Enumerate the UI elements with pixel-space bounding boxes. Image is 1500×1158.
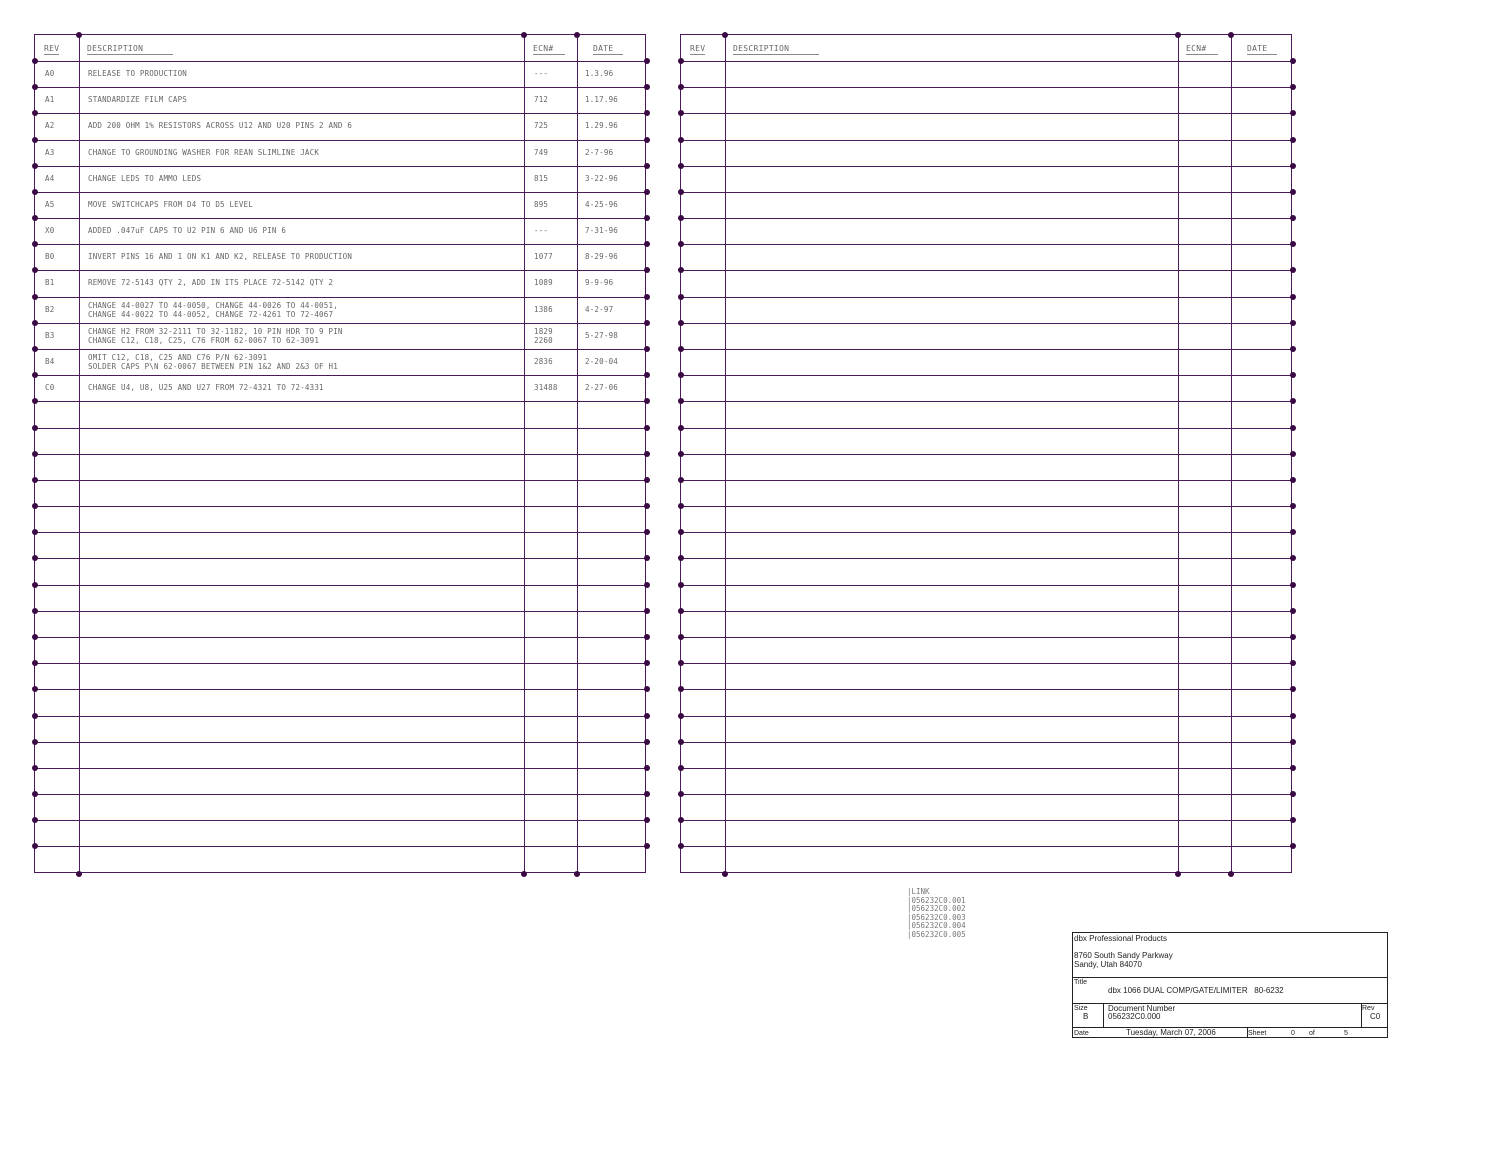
row-divider	[681, 375, 1291, 376]
grid-dot	[678, 451, 684, 457]
grid-dot	[644, 215, 650, 221]
grid-dot	[32, 346, 38, 352]
grid-dot	[722, 32, 728, 38]
row-divider	[681, 663, 1291, 664]
grid-dot	[1290, 189, 1296, 195]
revision-description-cell: ADD 200 OHM 1% RESISTORS ACROSS U12 AND U20 PINS 2 AND 6	[88, 121, 353, 130]
rev-label: Rev	[1362, 1005, 1375, 1012]
revision-description-cell: CHANGE LEDS TO AMMO LEDS	[88, 174, 202, 183]
row-divider	[35, 716, 645, 717]
row-divider	[35, 375, 645, 376]
revision-ecn-cell: 1077	[534, 252, 553, 261]
row-divider	[681, 846, 1291, 847]
of-label: of	[1309, 1030, 1315, 1037]
revision-rev-cell: A5	[45, 200, 55, 209]
row-divider	[35, 401, 645, 402]
grid-dot	[32, 58, 38, 64]
row-divider	[681, 558, 1291, 559]
grid-dot	[1290, 372, 1296, 378]
revision-rev-cell: C0	[45, 383, 55, 392]
row-divider	[35, 244, 645, 245]
grid-dot	[1290, 137, 1296, 143]
grid-dot	[678, 529, 684, 535]
grid-dot	[32, 765, 38, 771]
grid-dot	[644, 582, 650, 588]
grid-dot	[32, 451, 38, 457]
grid-dot	[32, 608, 38, 614]
row-divider	[681, 506, 1291, 507]
grid-dot	[1228, 871, 1234, 877]
header-description: DESCRIPTION	[87, 44, 173, 55]
grid-dot	[32, 791, 38, 797]
grid-dot	[76, 32, 82, 38]
revision-rev-cell: B0	[45, 252, 55, 261]
revision-ecn-cell: 1386	[534, 305, 553, 314]
address-line-2: Sandy, Utah 84070	[1074, 960, 1142, 969]
row-divider	[681, 270, 1291, 271]
row-divider	[681, 87, 1291, 88]
sheet-total: 5	[1344, 1030, 1348, 1037]
grid-dot	[32, 294, 38, 300]
grid-dot	[521, 32, 527, 38]
grid-dot	[32, 686, 38, 692]
row-divider	[681, 349, 1291, 350]
grid-dot	[644, 843, 650, 849]
grid-dot	[32, 660, 38, 666]
row-divider	[681, 61, 1291, 62]
revision-date-cell: 1.17.96	[585, 95, 619, 104]
grid-dot	[678, 346, 684, 352]
revision-ecn-cell: 712	[534, 95, 549, 104]
grid-dot	[678, 425, 684, 431]
grid-dot	[644, 110, 650, 116]
row-divider	[35, 87, 645, 88]
grid-dot	[644, 529, 650, 535]
header-date: DATE	[1247, 44, 1277, 55]
grid-dot	[1290, 817, 1296, 823]
sheet-label: Sheet	[1248, 1030, 1267, 1037]
grid-dot	[644, 739, 650, 745]
grid-dot	[521, 871, 527, 877]
revision-rev-cell: B1	[45, 278, 55, 287]
row-divider	[35, 846, 645, 847]
grid-dot	[1290, 529, 1296, 535]
grid-dot	[1290, 739, 1296, 745]
title-label: Title	[1074, 979, 1087, 986]
grid-dot	[1290, 346, 1296, 352]
revision-description-cell: REMOVE 72-5143 QTY 2, ADD IN ITS PLACE 72-5142 QTY 2	[88, 278, 334, 287]
grid-dot	[1290, 84, 1296, 90]
grid-dot	[1175, 871, 1181, 877]
grid-dot	[1175, 32, 1181, 38]
row-divider	[35, 768, 645, 769]
row-divider	[681, 401, 1291, 402]
grid-dot	[1290, 713, 1296, 719]
grid-dot	[678, 241, 684, 247]
grid-dot	[644, 398, 650, 404]
grid-dot	[1290, 660, 1296, 666]
revision-rev-cell: B2	[45, 305, 55, 314]
grid-dot	[1290, 163, 1296, 169]
row-divider	[681, 323, 1291, 324]
size-value: B	[1083, 1012, 1089, 1021]
grid-dot	[1290, 294, 1296, 300]
row-divider	[35, 454, 645, 455]
revision-ecn-cell: 749	[534, 148, 549, 157]
grid-dot	[1290, 791, 1296, 797]
grid-dot	[32, 241, 38, 247]
grid-dot	[32, 817, 38, 823]
row-divider	[681, 768, 1291, 769]
grid-dot	[1290, 241, 1296, 247]
grid-dot	[644, 503, 650, 509]
revision-date-cell: 7-31-96	[585, 226, 619, 235]
revision-rev-cell: A4	[45, 174, 55, 183]
row-divider	[35, 794, 645, 795]
row-divider	[681, 192, 1291, 193]
revision-description-cell: MOVE SWITCHCAPS FROM D4 TO D5 LEVEL	[88, 200, 254, 209]
grid-dot	[644, 241, 650, 247]
grid-dot	[644, 163, 650, 169]
grid-dot	[678, 582, 684, 588]
row-divider	[681, 480, 1291, 481]
revision-table-left	[34, 34, 646, 873]
row-divider	[35, 532, 645, 533]
row-divider	[681, 794, 1291, 795]
header-ecn: ECN#	[1186, 44, 1218, 55]
grid-dot	[678, 817, 684, 823]
grid-dot	[1290, 110, 1296, 116]
link-file-item: |056232C0.003	[907, 912, 966, 922]
grid-dot	[644, 372, 650, 378]
revision-date-cell: 8-29-96	[585, 252, 619, 261]
header-date: DATE	[593, 44, 623, 55]
grid-dot	[678, 398, 684, 404]
grid-dot	[32, 398, 38, 404]
grid-dot	[644, 817, 650, 823]
row-divider	[681, 716, 1291, 717]
row-divider	[681, 637, 1291, 638]
grid-dot	[678, 477, 684, 483]
row-divider	[35, 113, 645, 114]
grid-dot	[32, 503, 38, 509]
grid-dot	[32, 163, 38, 169]
revision-rev-cell: A1	[45, 95, 55, 104]
grid-dot	[1290, 582, 1296, 588]
revision-description-cell: STANDARDIZE FILM CAPS	[88, 95, 188, 104]
revision-date-cell: 1.3.96	[585, 69, 614, 78]
link-file-item: |056232C0.001	[907, 895, 966, 905]
grid-dot	[1290, 686, 1296, 692]
grid-dot	[644, 713, 650, 719]
grid-dot	[1290, 608, 1296, 614]
grid-dot	[678, 555, 684, 561]
grid-dot	[678, 843, 684, 849]
revision-description-cell: RELEASE TO PRODUCTION	[88, 69, 188, 78]
grid-dot	[1290, 477, 1296, 483]
revision-table-right	[680, 34, 1292, 873]
row-divider	[35, 663, 645, 664]
grid-dot	[32, 739, 38, 745]
address-line-1: 8760 South Sandy Parkway	[1074, 951, 1173, 960]
grid-dot	[32, 634, 38, 640]
grid-dot	[678, 189, 684, 195]
row-divider	[35, 689, 645, 690]
grid-dot	[32, 843, 38, 849]
drawing-title: dbx 1066 DUAL COMP/GATE/LIMITER 80-6232	[1108, 986, 1284, 995]
grid-dot	[1290, 634, 1296, 640]
grid-dot	[678, 294, 684, 300]
grid-dot	[32, 372, 38, 378]
grid-dot	[32, 320, 38, 326]
date-label: Date	[1074, 1030, 1089, 1037]
row-divider	[681, 820, 1291, 821]
grid-dot	[644, 294, 650, 300]
row-divider	[681, 585, 1291, 586]
row-divider	[35, 585, 645, 586]
grid-dot	[644, 660, 650, 666]
rev-value: C0	[1370, 1012, 1381, 1021]
row-divider	[681, 140, 1291, 141]
grid-dot	[678, 791, 684, 797]
grid-dot	[574, 871, 580, 877]
revision-rev-cell: B3	[45, 331, 55, 340]
grid-dot	[1290, 58, 1296, 64]
revision-date-cell: 2-27-06	[585, 383, 619, 392]
grid-dot	[1228, 32, 1234, 38]
revision-description-cell: INVERT PINS 16 AND 1 ON K1 AND K2, RELEASE TO PRODUCTION	[88, 252, 353, 261]
grid-dot	[644, 555, 650, 561]
revision-date-cell: 2-7-96	[585, 148, 614, 157]
grid-dot	[32, 110, 38, 116]
revision-ecn-cell: 725	[534, 121, 549, 130]
row-divider	[35, 323, 645, 324]
revision-date-cell: 2-20-04	[585, 357, 619, 366]
revision-ecn-cell: 2836	[534, 357, 553, 366]
revision-description-cell: CHANGE TO GROUNDING WASHER FOR REAN SLIMLINE JACK	[88, 148, 320, 157]
link-file-item: |056232C0.004	[907, 921, 966, 931]
row-divider	[35, 297, 645, 298]
grid-dot	[722, 871, 728, 877]
grid-dot	[678, 84, 684, 90]
revision-ecn-cell: 1089	[534, 278, 553, 287]
revision-date-cell: 4-25-96	[585, 200, 619, 209]
row-divider	[35, 637, 645, 638]
grid-dot	[32, 582, 38, 588]
grid-dot	[678, 503, 684, 509]
revision-description-cell: ADDED .047uF CAPS TO U2 PIN 6 AND U6 PIN 6	[88, 226, 287, 235]
grid-dot	[32, 137, 38, 143]
grid-dot	[644, 765, 650, 771]
grid-dot	[644, 451, 650, 457]
grid-dot	[1290, 320, 1296, 326]
grid-dot	[678, 765, 684, 771]
grid-dot	[678, 58, 684, 64]
grid-dot	[32, 555, 38, 561]
row-divider	[35, 506, 645, 507]
grid-dot	[32, 189, 38, 195]
revision-date-cell: 5-27-98	[585, 331, 619, 340]
header-description: DESCRIPTION	[733, 44, 819, 55]
revision-ecn-cell: 1829 2260	[534, 327, 553, 345]
grid-dot	[678, 372, 684, 378]
grid-dot	[678, 713, 684, 719]
grid-dot	[678, 267, 684, 273]
revision-date-cell: 1.29.96	[585, 121, 619, 130]
grid-dot	[678, 739, 684, 745]
row-divider	[681, 454, 1291, 455]
grid-dot	[678, 215, 684, 221]
revision-date-cell: 9-9-96	[585, 278, 614, 287]
row-divider	[681, 166, 1291, 167]
revision-rev-cell: X0	[45, 226, 55, 235]
revision-description-cell: CHANGE H2 FROM 32-2111 TO 32-1182, 10 PIN HDR TO 9 PIN CHANGE C12, C18, C25, C76 FROM 62-0067 TO 62-3091	[88, 327, 343, 345]
row-divider	[681, 113, 1291, 114]
grid-dot	[644, 791, 650, 797]
link-file-item: |056232C0.005	[907, 929, 966, 939]
grid-dot	[678, 320, 684, 326]
grid-dot	[32, 713, 38, 719]
link-file-item: |LINK	[907, 887, 930, 896]
link-file-list	[907, 888, 966, 940]
grid-dot	[1290, 425, 1296, 431]
row-divider	[681, 689, 1291, 690]
header-rev: REV	[690, 44, 706, 53]
size-label: Size	[1074, 1005, 1088, 1012]
row-divider	[35, 558, 645, 559]
grid-dot	[76, 871, 82, 877]
grid-dot	[32, 477, 38, 483]
link-file-item: |056232C0.002	[907, 904, 966, 914]
row-divider	[681, 218, 1291, 219]
row-divider	[681, 297, 1291, 298]
grid-dot	[644, 425, 650, 431]
revision-ecn-cell: 31488	[534, 383, 558, 392]
row-divider	[35, 166, 645, 167]
revision-description-cell: CHANGE U4, U8, U25 AND U27 FROM 72-4321 TO 72-4331	[88, 383, 324, 392]
document-number-label: Document Number	[1108, 1004, 1176, 1013]
revision-description-cell: CHANGE 44-0027 TO 44-0050, CHANGE 44-0026 TO 44-0051, CHANGE 44-0022 TO 44-0052, CHANGE 72-4261 TO 72-4067	[88, 301, 338, 319]
document-number: 056232C0.000	[1108, 1012, 1161, 1021]
revision-ecn-cell: 815	[534, 174, 549, 183]
row-divider	[681, 611, 1291, 612]
row-divider	[35, 218, 645, 219]
row-divider	[35, 140, 645, 141]
row-divider	[35, 192, 645, 193]
grid-dot	[678, 660, 684, 666]
grid-dot	[32, 425, 38, 431]
revision-date-cell: 4-2-97	[585, 305, 614, 314]
title-block	[1072, 932, 1388, 1038]
revision-description-cell: OMIT C12, C18, C25 AND C76 P/N 62-3091 SOLDER CAPS P\N 62-0067 BETWEEN PIN 1&2 AND 2&3 OF H1	[88, 353, 338, 371]
grid-dot	[644, 58, 650, 64]
grid-dot	[1290, 451, 1296, 457]
grid-dot	[1290, 503, 1296, 509]
row-divider	[35, 349, 645, 350]
grid-dot	[644, 634, 650, 640]
row-divider	[35, 270, 645, 271]
grid-dot	[1290, 555, 1296, 561]
revision-rev-cell: A0	[45, 69, 55, 78]
revision-rev-cell: A2	[45, 121, 55, 130]
grid-dot	[32, 529, 38, 535]
grid-dot	[644, 84, 650, 90]
row-divider	[681, 428, 1291, 429]
grid-dot	[644, 320, 650, 326]
row-divider	[35, 742, 645, 743]
revision-rev-cell: A3	[45, 148, 55, 157]
revision-date-cell: 3-22-96	[585, 174, 619, 183]
grid-dot	[32, 267, 38, 273]
grid-dot	[678, 686, 684, 692]
grid-dot	[574, 32, 580, 38]
grid-dot	[644, 137, 650, 143]
date-value: Tuesday, March 07, 2006	[1126, 1028, 1216, 1037]
grid-dot	[1290, 765, 1296, 771]
row-divider	[681, 742, 1291, 743]
grid-dot	[678, 608, 684, 614]
row-divider	[35, 428, 645, 429]
grid-dot	[1290, 267, 1296, 273]
grid-dot	[678, 110, 684, 116]
grid-dot	[644, 267, 650, 273]
grid-dot	[644, 477, 650, 483]
grid-dot	[644, 686, 650, 692]
revision-rev-cell: B4	[45, 357, 55, 366]
grid-dot	[678, 137, 684, 143]
grid-dot	[644, 346, 650, 352]
row-divider	[35, 820, 645, 821]
revision-ecn-cell: ---	[534, 226, 549, 235]
header-ecn: ECN#	[533, 44, 565, 55]
grid-dot	[644, 189, 650, 195]
grid-dot	[32, 84, 38, 90]
company-name: dbx Professional Products	[1074, 934, 1167, 943]
row-divider	[681, 244, 1291, 245]
row-divider	[35, 61, 645, 62]
grid-dot	[678, 634, 684, 640]
grid-dot	[678, 163, 684, 169]
grid-dot	[1290, 215, 1296, 221]
grid-dot	[644, 608, 650, 614]
sheet-number: 0	[1291, 1030, 1295, 1037]
row-divider	[681, 532, 1291, 533]
grid-dot	[32, 215, 38, 221]
revision-ecn-cell: 895	[534, 200, 549, 209]
header-rev: REV	[44, 44, 60, 53]
grid-dot	[1290, 398, 1296, 404]
revision-ecn-cell: ---	[534, 69, 549, 78]
row-divider	[35, 611, 645, 612]
row-divider	[35, 480, 645, 481]
grid-dot	[1290, 843, 1296, 849]
